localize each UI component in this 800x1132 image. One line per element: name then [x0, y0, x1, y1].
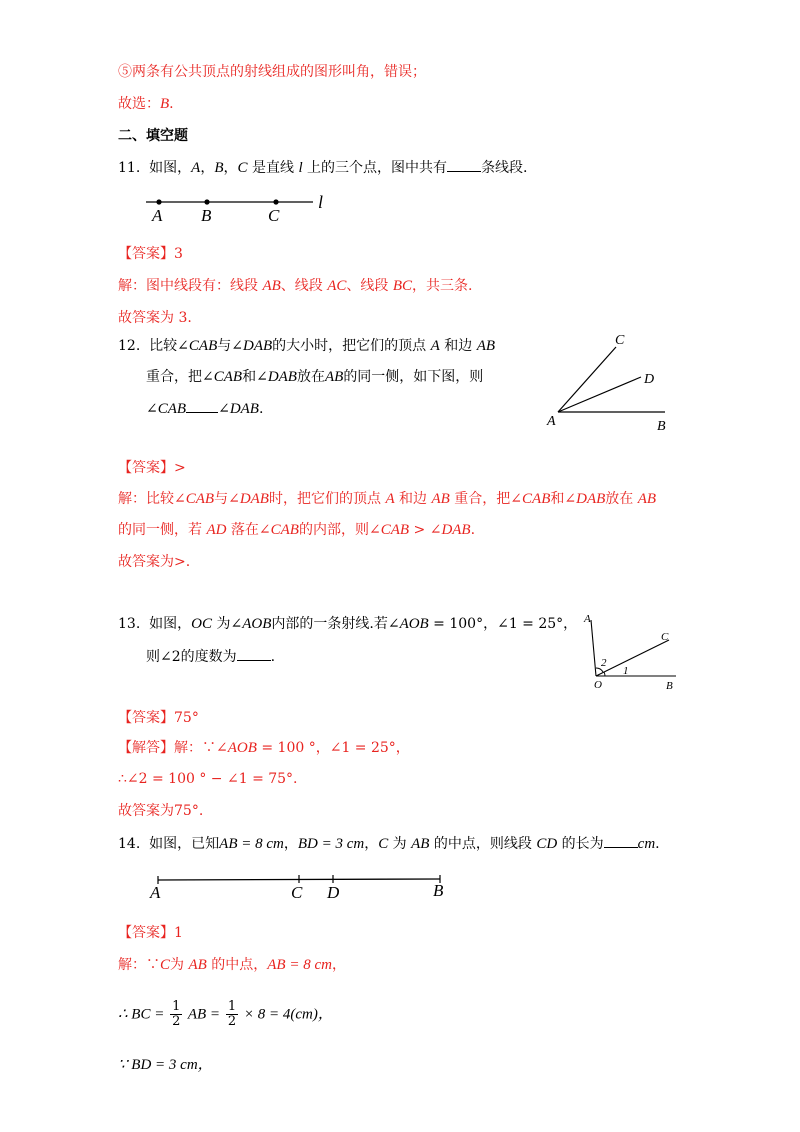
q14-solution-line3: ∵ BD = 3 cm，: [118, 1057, 213, 1073]
q13-final: 故答案为75°.: [118, 803, 204, 819]
q12-question-line2: 重合，把∠CAB和∠DAB放在AB的同一侧，如下图，则: [146, 369, 484, 385]
q13-solution-line1: 【解答】解：∵∠AOB = 100 °，∠1 = 25°，: [118, 740, 410, 756]
q13-label-c: C: [661, 631, 669, 643]
q11-answer: 【答案】3: [118, 246, 183, 262]
q12-label-b: B: [657, 419, 666, 434]
q13-solution-line2: ∴∠2 = 100 ° − ∠1 = 75°.: [118, 771, 298, 787]
q14-solution-line2: ∴ BC = $\frac{1}{2}$ AB = $\frac{1}{2}$ × 8 = 4(cm)，: [118, 999, 333, 1029]
fraction-half: $\frac{1}{2}$: [172, 999, 181, 1029]
q12-label-a: A: [547, 414, 556, 429]
q13-label-2: 2: [601, 657, 607, 669]
q13-answer: 【答案】75°: [118, 710, 199, 726]
q14-question: 14. 如图，已知AB = 8 cm，BD = 3 cm，C 为 AB 的中点，则线段 CD 的长为 cm.: [118, 833, 660, 854]
q14-label-c: C: [291, 883, 303, 902]
q11-question: 11. 如图，A，B，C 是直线 l 上的三个点，图中共有 条线段.: [118, 157, 528, 178]
q12-solution-line2: 的同一侧，若 AD 落在∠CAB的内部，则∠CAB > ∠DAB.: [118, 522, 476, 538]
q13-label-o: O: [594, 679, 602, 691]
answer-blank: [186, 398, 218, 413]
q11-label-l: l: [318, 192, 324, 212]
q14-figure: [140, 868, 460, 904]
fraction-half: $\frac{1}{2}$: [227, 999, 237, 1029]
q13-label-1: 1: [623, 665, 629, 677]
answer-blank: [237, 646, 271, 661]
q13-question-line1: 13. 如图，OC 为∠AOB内部的一条射线.若∠AOB = 100°，∠1 = 25°，: [118, 616, 578, 632]
answer-blank: [604, 833, 638, 848]
q14-label-b: B: [433, 881, 444, 900]
q13-label-b: B: [666, 680, 673, 692]
q13-question-line2: 则∠2的度数为 .: [118, 646, 275, 667]
q11-figure: [140, 188, 340, 228]
q11-label-b: B: [201, 206, 212, 225]
q12-label-c: C: [615, 333, 625, 348]
q13-figure: [572, 608, 692, 692]
q11-solution: 解：图中线段有：线段 AB、线段 AC、线段 BC，共三条.: [118, 278, 473, 294]
q12-answer: 【答案】>: [118, 460, 186, 476]
q13-label-a: A: [584, 613, 591, 625]
q10-choice: 故选：B.: [118, 96, 174, 112]
q11-final: 故答案为 3.: [118, 310, 192, 326]
q14-solution-line1: 解：∵C为 AB 的中点，AB = 8 cm，: [118, 957, 346, 973]
q12-final: 故答案为>.: [118, 554, 191, 570]
q11-label-c: C: [268, 206, 280, 225]
q12-figure: [540, 328, 680, 434]
answer-blank: [447, 157, 481, 172]
q10-item5: ⑤两条有公共顶点的射线组成的图形叫角，错误；: [118, 64, 426, 80]
q14-answer: 【答案】1: [118, 925, 183, 941]
q12-solution-line1: 解：比较∠CAB与∠DAB时，把它们的顶点 A 和边 AB 重合，把∠CAB和∠DAB放在 AB: [118, 491, 657, 507]
q14-label-a: A: [150, 883, 161, 902]
q12-label-d: D: [644, 372, 655, 387]
section-title: 二、填空题: [118, 128, 188, 144]
q12-question-line1: 12. 比较∠CAB与∠DAB的大小时，把它们的顶点 A 和边 AB: [118, 338, 496, 354]
q14-label-d: D: [327, 883, 340, 902]
q11-label-a: A: [152, 206, 163, 225]
q12-question-line3: ∠CAB ∠DAB.: [118, 398, 263, 419]
